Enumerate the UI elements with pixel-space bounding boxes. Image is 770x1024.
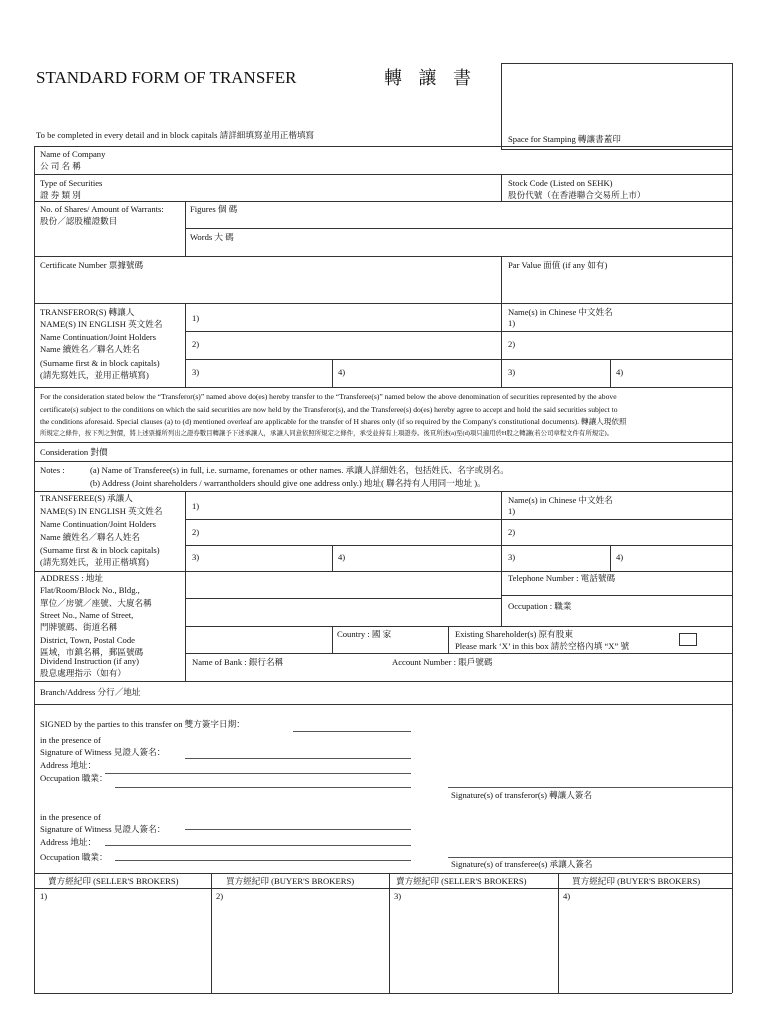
broker-4-stamp-area[interactable]: 4): [563, 891, 571, 901]
consideration-field[interactable]: Consideration 對價: [40, 447, 108, 457]
notes-label: Notes :: [40, 465, 65, 475]
country-field[interactable]: Country : 國 家: [337, 629, 392, 639]
brokers-header-line: [34, 888, 732, 889]
signed-date-line[interactable]: [293, 731, 411, 732]
transfer-clause-2: certificate(s) subject to the conditions on which the said securities are now held by the Transferor(s), and the Transferee(s) do(es) hereby agree to accept and hold the said securities subject to: [40, 405, 618, 414]
transferee-chinese-3[interactable]: 3): [508, 552, 516, 562]
witness-1-occupation-label: Occupation 職業：: [40, 773, 108, 783]
mark-instruction: Please mark ‘X’ in this box 請於空格內填 “X” 號: [455, 641, 630, 651]
existing-shareholder-checkbox[interactable]: [679, 633, 697, 646]
transferor-name-2[interactable]: 2): [192, 339, 200, 349]
transfer-clause-1: For the consideration stated below the “Transferor(s)” named above do(es) hereby transfer to the “Transferee(s)” named below the above denomination of securities represented by the above: [40, 392, 617, 401]
transferor-l4: Name 續姓名／聯名人姓名: [40, 344, 141, 354]
existing-divider: [448, 626, 449, 653]
row-divider-6: [34, 461, 732, 462]
transferee-l5: (Surname first & in block capitals): [40, 545, 160, 555]
broker-3-stamp-area[interactable]: 3): [394, 891, 402, 901]
dividend-l2: 股息處理指示（如有）: [40, 668, 126, 678]
address-l5: 門牌號碼、街道名稱: [40, 622, 118, 632]
transferee-line-2: [185, 545, 732, 546]
presence-2: in the presence of: [40, 812, 101, 822]
stock-code-divider: [501, 174, 502, 201]
note-b: (b) Address (Joint shareholders / warrantholders should give one address only.) 地址( 聯名持有人用同一地址 )。: [90, 478, 486, 488]
par-divider: [501, 256, 502, 387]
transferor-csplit: [610, 359, 611, 387]
transferee-line-1: [185, 519, 732, 520]
transfer-clause-4: 所規定之條件，按下列之對價，將上述票據所列出之證券數目轉讓予下述承讓人，承讓人同意依照所規定之條件，承受並持有上項證券。後頁所述(a)至(d)項只適用於H股之轉讓(若公司章程文件有所規定)。: [40, 430, 614, 437]
address-l3: 單位／房號／座號、大廈名稱: [40, 598, 152, 608]
presence-1: in the presence of: [40, 735, 101, 745]
form-title: STANDARD FORM OF TRANSFER: [36, 68, 297, 87]
branch-address-field[interactable]: Branch/Address 分行／地址: [40, 687, 141, 697]
transferor-divider: [185, 303, 186, 387]
frame-left: [34, 146, 35, 993]
certificate-field[interactable]: Certificate Number 票據號碼: [40, 260, 144, 270]
address-divider: [501, 571, 502, 626]
frame-top: [34, 146, 732, 147]
row-divider-7: [34, 491, 732, 492]
address-l7: 區域，市鎮名稱，郵區號碼: [40, 647, 144, 657]
dividend-l1: Dividend Instruction (if any): [40, 656, 140, 666]
transferor-name-3[interactable]: 3): [192, 367, 200, 377]
witness-1-label: Signature of Witness 見證人簽名：: [40, 747, 166, 757]
row-divider-4: [34, 387, 732, 388]
row-divider-1: [34, 201, 732, 202]
transferee-name-4[interactable]: 4): [338, 552, 346, 562]
frame-bottom: [34, 993, 732, 994]
signed-date-label: SIGNED by the parties to this transfer on 雙方簽字日期：: [40, 719, 245, 729]
shares-label-en: No. of Shares/ Amount of Warrants:: [40, 204, 164, 214]
words-field[interactable]: Words 大 碼: [190, 232, 234, 242]
country-divider: [332, 626, 333, 653]
telephone-field[interactable]: Telephone Number : 電話號碼: [508, 573, 616, 583]
transferor-l1: TRANSFEROR(S) 轉讓人: [40, 307, 135, 317]
witness-2-address-label: Address 地址：: [40, 837, 97, 847]
address-line-2: [185, 626, 732, 627]
transferor-line-1: [185, 331, 501, 332]
transfer-clause-3: the conditions aforesaid. Special clauses (a) to (d) mentioned overleaf are applicable for the transfer of H shares only (if so required by the Company's constitutional documents). 轉讓人現依照: [40, 417, 627, 426]
witness-1-occupation-line[interactable]: [115, 787, 411, 788]
broker-divider-2: [389, 873, 390, 993]
address-l2: Flat/Room/Block No., Bldg.,: [40, 585, 140, 595]
row-divider-5: [34, 442, 732, 443]
note-a: (a) Name of Transferee(s) in full, i.e. surname, forenames or other names. 承讓人詳細姓名，包括姓氏、名字或別名。: [90, 465, 509, 475]
telephone-line: [501, 595, 732, 596]
transferee-divider: [185, 491, 186, 571]
account-number-field[interactable]: Account Number : 賬戶號碼: [392, 657, 493, 667]
witness-1-line[interactable]: [185, 758, 411, 759]
occupation-field[interactable]: Occupation : 職業: [508, 601, 572, 611]
transferor-name-4[interactable]: 4): [338, 367, 346, 377]
row-divider-3: [34, 303, 732, 304]
transferee-l6: (請先寫姓氏，並用正楷填寫): [40, 557, 149, 567]
securities-type-en: Type of Securities: [40, 178, 103, 188]
transferor-name-1[interactable]: 1): [192, 313, 200, 323]
transferee-l1: TRANSFEREE(S) 承讓人: [40, 493, 133, 503]
transferor-l3: Name Continuation/Joint Holders: [40, 332, 157, 342]
transferor-l2: NAME(S) IN ENGLISH 英文姓名: [40, 319, 163, 329]
transferor-signature-line[interactable]: [448, 787, 732, 788]
transferee-l4: Name 續姓名／聯名人姓名: [40, 532, 141, 542]
transferee-l3: Name Continuation/Joint Holders: [40, 519, 157, 529]
securities-type-zh: 證 券 類 別: [40, 190, 81, 200]
witness-2-address-line[interactable]: [105, 845, 411, 846]
address-l6: District, Town, Postal Code: [40, 635, 135, 645]
form-title-chinese: 轉 讓 書: [384, 68, 477, 88]
instruction-text: To be completed in every detail and in block capitals 請詳細填寫並用正楷填寫: [36, 130, 315, 140]
broker-1-stamp-area[interactable]: 1): [40, 891, 48, 901]
transferor-split: [332, 359, 333, 387]
broker-2-stamp-area[interactable]: 2): [216, 891, 224, 901]
transferor-cline-1: [501, 331, 732, 332]
broker-divider-3: [558, 873, 559, 993]
transferee-signature-label: Signature(s) of transferee(s) 承讓人簽名: [451, 859, 593, 869]
transferee-name-2[interactable]: 2): [192, 527, 200, 537]
transferee-cdivider: [501, 491, 502, 571]
figures-field[interactable]: Figures 個 碼: [190, 204, 238, 214]
company-label-en: Name of Company: [40, 149, 106, 159]
transferor-chinese-2[interactable]: 2): [508, 339, 516, 349]
witness-2-line[interactable]: [185, 829, 411, 830]
transferee-name-1[interactable]: 1): [192, 501, 200, 511]
stock-code-en: Stock Code (Listed on SEHK): [508, 178, 613, 188]
broker-2-label: 買方經紀印 (BUYER'S BROKERS): [226, 876, 355, 886]
row-divider-11: [34, 704, 732, 705]
frame-right: [732, 146, 733, 993]
transferee-split: [332, 545, 333, 571]
transferor-chinese-label: Name(s) in Chinese 中文姓名: [508, 307, 613, 317]
bank-name-field[interactable]: Name of Bank : 銀行名稱: [192, 657, 284, 667]
existing-shareholder-label: Existing Shareholder(s) 原有股東: [455, 629, 573, 639]
row-divider-8: [34, 571, 732, 572]
witness-2-occupation-label: Occupation 職業：: [40, 852, 108, 862]
stock-code-zh: 股份代號（在香港聯合交易所上市）: [508, 190, 646, 200]
transferor-chinese-3[interactable]: 3): [508, 367, 516, 377]
address-l1: ADDRESS : 地址: [40, 573, 104, 583]
transferee-csplit: [610, 545, 611, 571]
row-divider-2: [34, 256, 732, 257]
brokers-top-line: [34, 873, 732, 874]
witness-1-address-line[interactable]: [105, 773, 411, 774]
transferor-l6: (請先寫姓氏，並用正楷填寫): [40, 370, 149, 380]
shares-label-zh: 股份／認股權證數目: [40, 216, 118, 226]
row-divider-10: [34, 681, 732, 682]
row-divider-9: [185, 653, 732, 654]
broker-3-label: 賣方經紀印 (SELLER'S BROKERS): [396, 876, 527, 886]
broker-1-label: 賣方經紀印 (SELLER'S BROKERS): [48, 876, 179, 886]
transferor-chinese-1[interactable]: 1): [508, 318, 516, 328]
transferee-chinese-2[interactable]: 2): [508, 527, 516, 537]
transferee-chinese-4[interactable]: 4): [616, 552, 624, 562]
company-label-zh: 公 司 名 稱: [40, 161, 81, 171]
transferor-line-2: [185, 359, 732, 360]
address-l4: Street No., Name of Street,: [40, 610, 134, 620]
witness-2-label: Signature of Witness 見證人簽名：: [40, 824, 166, 834]
address-left-divider: [185, 571, 186, 681]
par-value-field[interactable]: Par Value 面值 (if any 如有): [508, 260, 608, 270]
broker-divider-1: [211, 873, 212, 993]
transferee-chinese-label: Name(s) in Chinese 中文姓名: [508, 495, 613, 505]
stamping-label: Space for Stamping 轉讓書蓋印: [508, 134, 621, 144]
transferee-l2: NAME(S) IN ENGLISH 英文姓名: [40, 506, 163, 516]
transferee-name-3[interactable]: 3): [192, 552, 200, 562]
company-divider: [34, 174, 732, 175]
witness-2-occupation-line[interactable]: [115, 860, 411, 861]
broker-4-label: 買方經紀印 (BUYER'S BROKERS): [572, 876, 701, 886]
figures-line: [185, 228, 732, 229]
witness-1-address-label: Address 地址：: [40, 760, 97, 770]
address-line-1: [185, 598, 501, 599]
transferee-chinese-1[interactable]: 1): [508, 506, 516, 516]
transferor-l5: (Surname first & in block capitals): [40, 358, 160, 368]
transferor-signature-label: Signature(s) of transferor(s) 轉讓人簽名: [451, 790, 593, 800]
transferor-chinese-4[interactable]: 4): [616, 367, 624, 377]
